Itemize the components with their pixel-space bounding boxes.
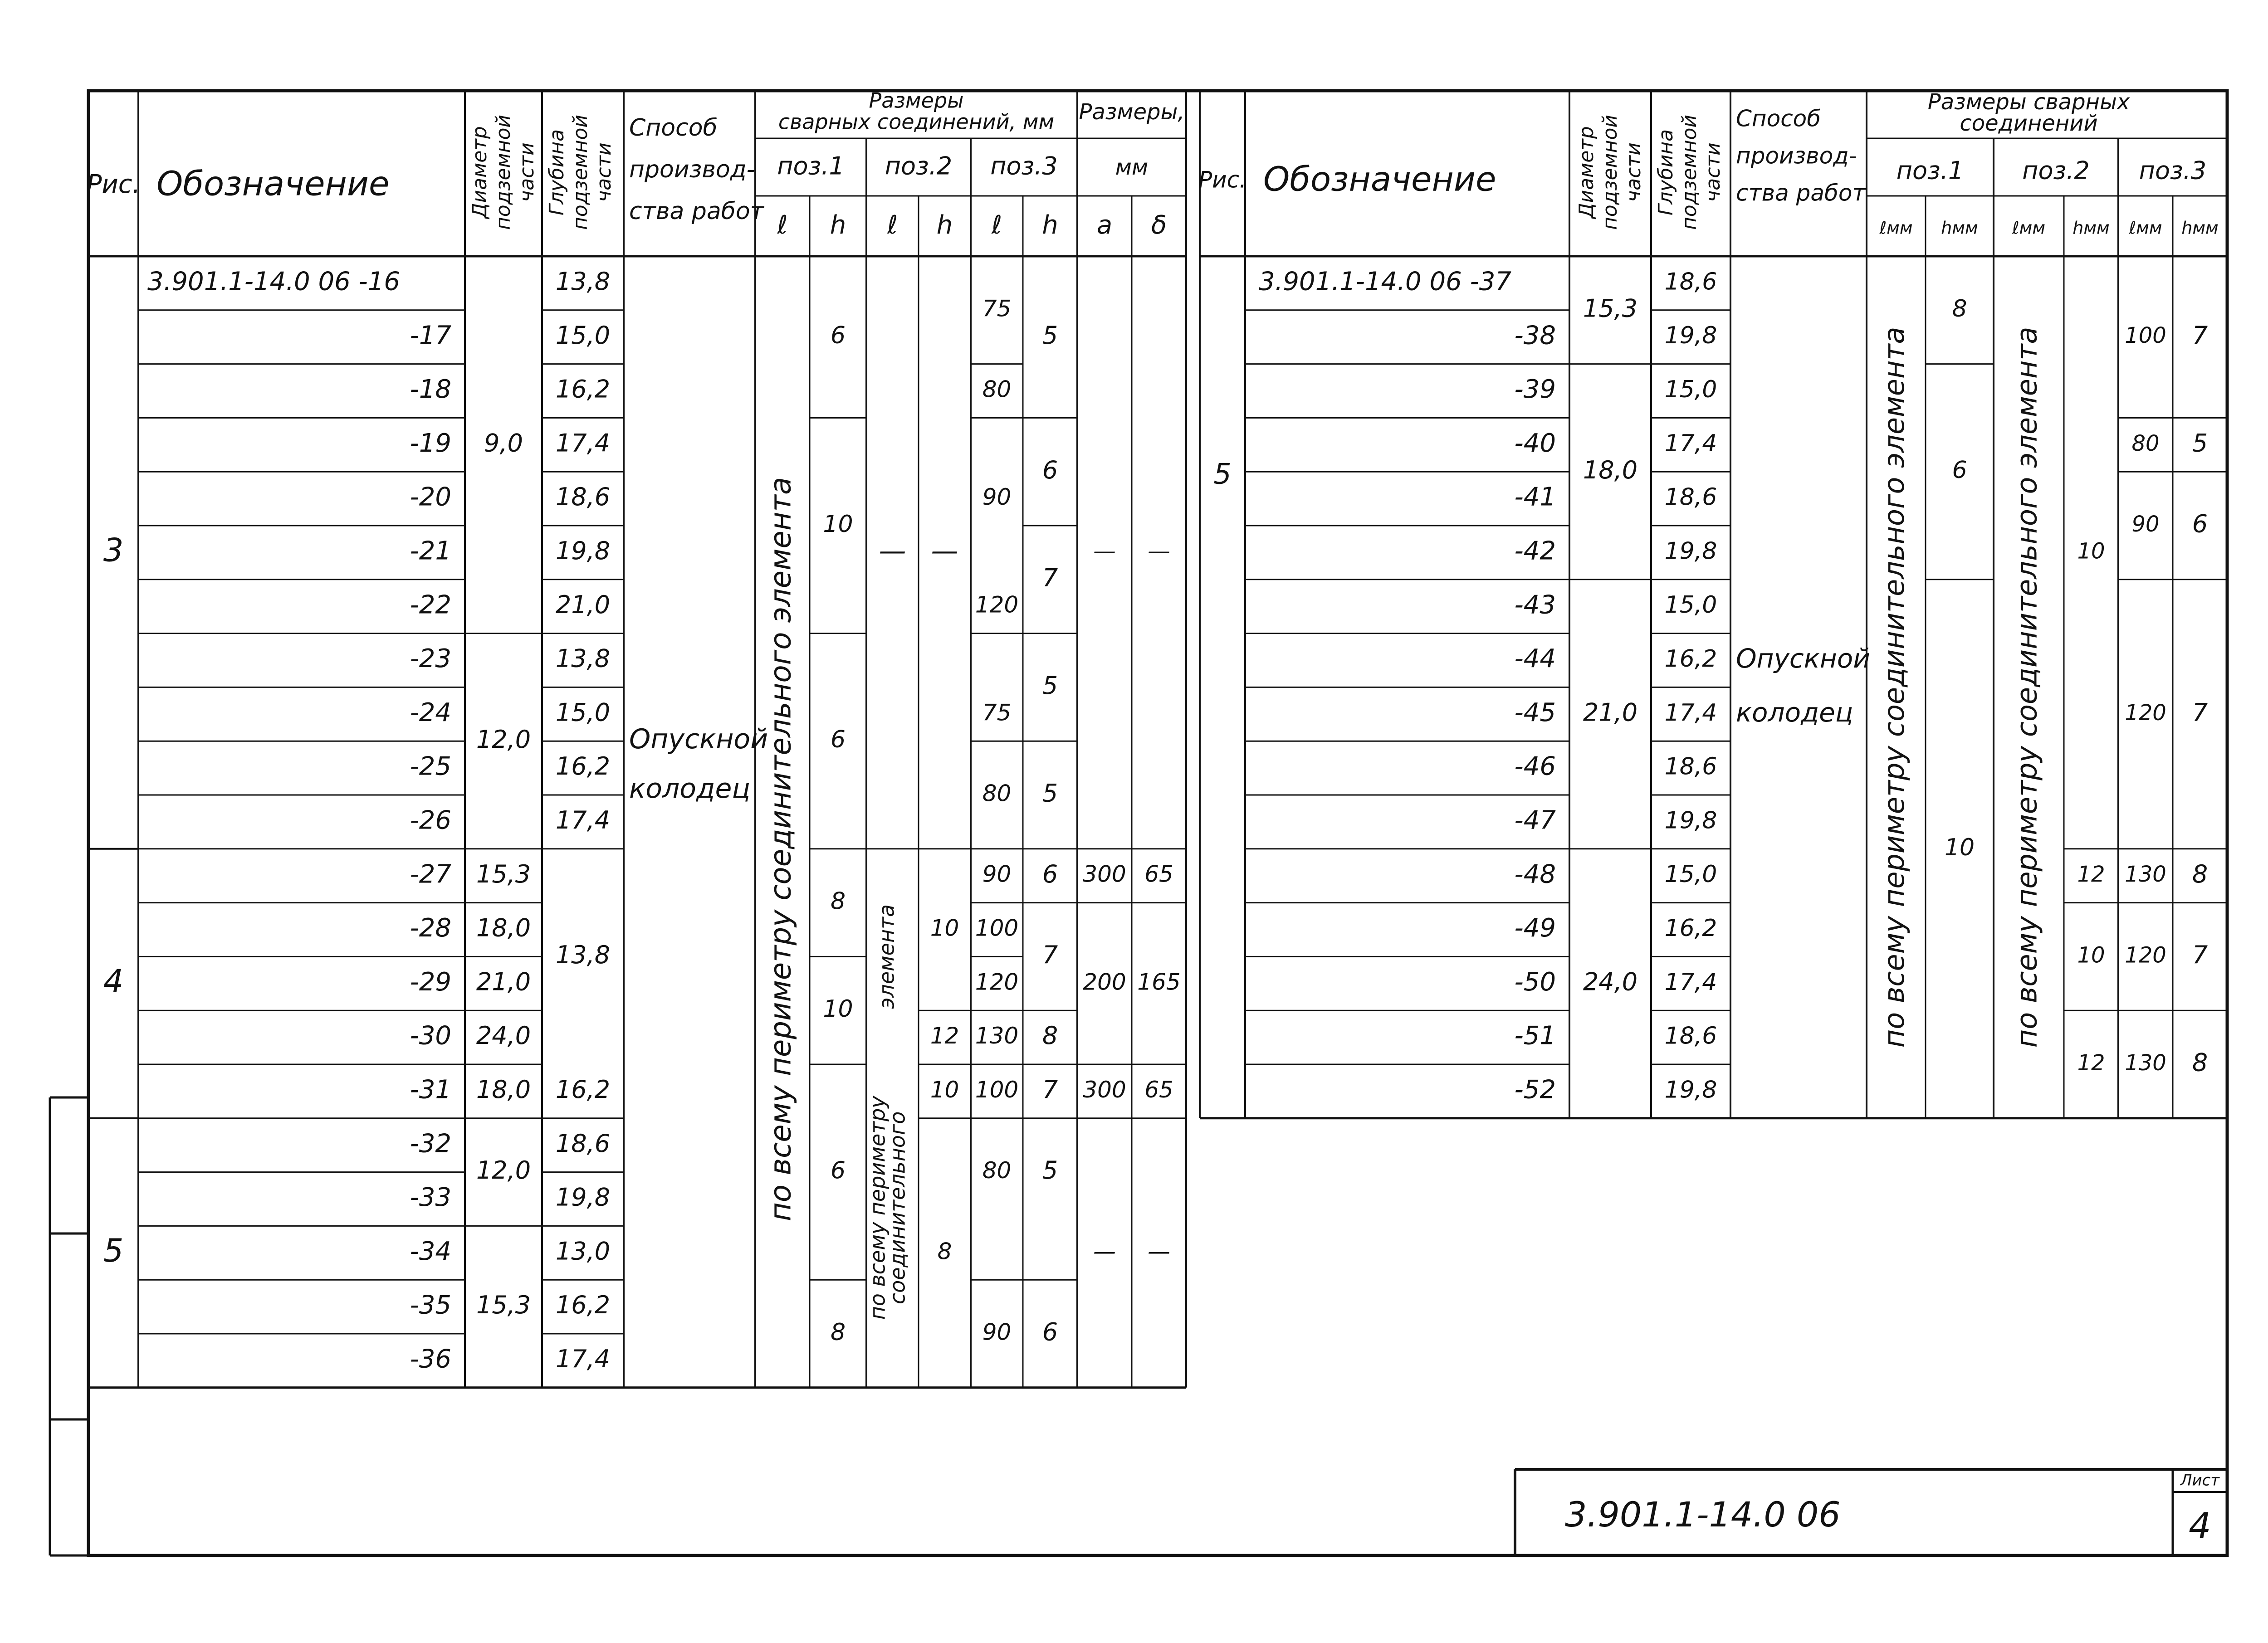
left-row-glubina: 18,6: [555, 483, 611, 512]
left-poz2-h: 8: [937, 1238, 952, 1265]
left-poz3-h: 5: [1042, 671, 1058, 700]
left-header-glubina: Глубина: [545, 129, 568, 216]
left-poz3-h: 6: [1042, 1317, 1058, 1346]
left-row-glubina: 13,8: [555, 644, 611, 673]
right-poz1-h: 6: [1952, 457, 1967, 484]
left-poz3-l: 75: [982, 295, 1012, 322]
left-row-glubina: 17,4: [555, 1345, 611, 1374]
left-row-glubina: 13,8: [555, 267, 611, 296]
left-delta-value: 65: [1144, 1076, 1173, 1103]
left-poz3-l: 80: [982, 1157, 1012, 1184]
left-header-sub: h: [830, 210, 846, 240]
right-row-glubina: 17,4: [1664, 699, 1717, 726]
right-row-code: -45: [1514, 697, 1556, 727]
right-row-code: -42: [1514, 536, 1556, 566]
right-header-sposob: производ-: [1736, 142, 1857, 169]
right-row-glubina: 19,8: [1664, 322, 1717, 350]
left-row-code: -28: [410, 913, 451, 943]
right-row-code: -51: [1514, 1021, 1556, 1051]
left-row-code: -33: [410, 1183, 451, 1213]
right-row-glubina: 18,6: [1664, 483, 1717, 511]
left-row-code: -20: [410, 482, 451, 512]
right-poz3-h: 6: [2192, 509, 2208, 538]
right-poz2-h: 12: [2077, 862, 2105, 887]
left-delta-value: —: [1148, 537, 1170, 564]
left-poz2-vertical-text: по всему периметру: [865, 1096, 890, 1320]
right-poz1-h: 8: [1952, 295, 1967, 322]
left-header-razmery: мм: [1115, 155, 1149, 180]
right-row-glubina: 18,6: [1664, 1022, 1717, 1050]
left-row-code: -36: [410, 1344, 451, 1374]
left-a-value: 200: [1083, 969, 1126, 995]
right-poz3-h: 7: [2192, 321, 2208, 350]
left-header-sub: ℓ: [887, 210, 898, 240]
right-poz3-l: 130: [2125, 1050, 2166, 1076]
left-delta-value: 165: [1137, 969, 1181, 995]
left-header-poz3: поз.3: [990, 151, 1058, 180]
left-poz3-h: 7: [1042, 563, 1058, 592]
left-delta-value: —: [1148, 1238, 1170, 1265]
right-row-glubina: 15,0: [1664, 591, 1717, 619]
left-poz3-l: 80: [982, 780, 1012, 807]
left-row-glubina: 19,8: [555, 536, 611, 566]
left-diam-value: 15,3: [476, 1291, 531, 1320]
title-block-sheet-label: Лист: [2180, 1471, 2220, 1490]
left-sposob-text: Опускной: [629, 723, 768, 756]
left-row-code: -30: [410, 1021, 451, 1051]
table-text-layer: [87, 88, 2220, 1547]
left-poz2-vertical-text: элемента: [874, 904, 899, 1009]
left-poz3-h: 8: [1042, 1021, 1058, 1050]
left-a-value: —: [1093, 1238, 1116, 1265]
left-header-sub: h: [936, 210, 953, 240]
right-row-code: -40: [1514, 428, 1556, 458]
right-diam-value: 15,3: [1583, 294, 1638, 323]
right-row-code: -47: [1514, 805, 1556, 835]
right-header-glubina: подземной: [1678, 114, 1701, 230]
right-header-sub: hмм: [2181, 218, 2219, 238]
left-poz3-h: 5: [1042, 1156, 1058, 1185]
right-poz3-l: 120: [2125, 700, 2166, 726]
right-poz3-l: 130: [2125, 862, 2166, 887]
left-poz3-l: 75: [982, 699, 1012, 726]
left-header-razmery-svarnyh: Размеры: [869, 88, 964, 113]
left-header-razmery-svarnyh: сварных соединений, мм: [778, 109, 1055, 134]
right-row-glubina: 16,2: [1664, 915, 1717, 942]
left-diam-value: 12,0: [476, 1156, 531, 1185]
left-row-code: -29: [410, 967, 451, 997]
left-diam-value: 18,0: [476, 1075, 531, 1104]
right-poz1-vertical-text: по всему периметру соединительного элемента: [1877, 327, 1911, 1048]
right-row-code: -46: [1514, 751, 1556, 781]
left-row-glubina: 18,6: [555, 1129, 611, 1158]
left-poz2-vertical-text: соединительного: [885, 1111, 910, 1305]
left-poz3-h: 5: [1042, 779, 1058, 808]
left-poz3-h: 7: [1042, 1075, 1058, 1104]
left-a-value: 300: [1083, 1076, 1126, 1103]
left-row-code: -32: [410, 1129, 451, 1159]
left-row-code: -31: [410, 1075, 451, 1105]
left-row-code: -19: [410, 428, 451, 458]
left-poz2-h: 10: [930, 915, 959, 941]
left-row-glubina: 15,0: [555, 321, 611, 350]
left-diam-value: 21,0: [476, 967, 531, 996]
right-row-code: -49: [1514, 913, 1556, 943]
left-row-glubina: 16,2: [555, 375, 611, 404]
left-header-sposob: производ-: [629, 156, 755, 183]
left-header-ris: Рис.: [86, 170, 141, 200]
left-header-oboznachenie: Обозначение: [156, 164, 390, 204]
left-poz3-l: 120: [975, 591, 1019, 618]
left-header-poz1: поз.1: [777, 151, 845, 180]
left-row-code: -22: [410, 590, 451, 620]
right-poz2-h: 10: [2077, 538, 2105, 564]
left-ris-label: 4: [103, 962, 124, 1000]
left-row-glubina: 19,8: [555, 1183, 611, 1212]
left-header-sub: ℓ: [777, 210, 788, 240]
left-poz2-h: 12: [930, 1023, 959, 1049]
right-header-diametr: подземной: [1598, 114, 1622, 230]
right-poz3-l: 90: [2131, 512, 2160, 537]
right-poz3-h: 7: [2192, 698, 2208, 727]
right-row-glubina: 15,0: [1664, 376, 1717, 403]
left-poz1-h: 8: [830, 887, 846, 915]
right-row-code: -48: [1514, 859, 1556, 889]
left-row-glubina: 17,4: [555, 806, 611, 835]
right-header-razmery-svarnyh: соединений: [1960, 111, 2098, 136]
left-a-value: —: [1093, 537, 1116, 564]
left-row-code: -24: [410, 697, 451, 727]
right-row-glubina: 17,4: [1664, 968, 1717, 996]
right-header-diametr: части: [1622, 142, 1645, 202]
left-row-glubina: 16,2: [555, 1075, 611, 1104]
left-row-code: -17: [410, 321, 451, 351]
left-poz3-h: 6: [1042, 859, 1058, 888]
left-header-sub: δ: [1151, 210, 1167, 240]
right-header-sub: ℓмм: [1879, 218, 1913, 238]
left-poz1-h: 6: [830, 726, 846, 754]
left-delta-value: 65: [1144, 861, 1173, 887]
right-row-glubina: 18,6: [1664, 753, 1717, 780]
left-header-sub: h: [1042, 210, 1058, 240]
left-poz1-h: 6: [830, 322, 846, 350]
right-diam-value: 18,0: [1583, 455, 1638, 484]
right-header-glubina: Глубина: [1654, 129, 1677, 216]
left-poz3-l: 100: [975, 915, 1019, 941]
right-header-razmery-svarnyh: Размеры сварных: [1927, 89, 2130, 115]
right-poz3-h: 7: [2192, 941, 2208, 970]
left-row-glubina: 16,2: [555, 752, 611, 781]
right-ris-label: 5: [1213, 457, 1232, 491]
right-poz3-h: 8: [2192, 1048, 2208, 1077]
right-row-code: -43: [1514, 590, 1556, 620]
right-poz2-vertical-text: по всему периметру соединительного элемента: [2010, 327, 2043, 1048]
left-ris-label: 3: [103, 531, 124, 569]
left-poz3-h: 7: [1042, 941, 1058, 970]
left-diam-value: 15,3: [476, 859, 531, 888]
left-header-diametr: Диаметр: [468, 126, 491, 219]
title-block-designation: 3.901.1-14.0 06: [1565, 1494, 1841, 1535]
left-sposob-text: колодец: [629, 772, 751, 804]
left-poz1-h: 6: [830, 1157, 846, 1185]
right-header-sposob: Способ: [1736, 105, 1821, 132]
left-a-value: 300: [1083, 861, 1126, 887]
left-header-sub: ℓ: [991, 210, 1002, 240]
left-row-code: -25: [410, 751, 451, 781]
left-poz1-vertical-text: по всему периметру соединительного элемента: [764, 477, 798, 1221]
left-header-poz2: поз.2: [885, 151, 953, 180]
left-header-glubina: подземной: [569, 114, 592, 230]
left-diam-value: 12,0: [476, 725, 531, 754]
left-row-glubina: 16,2: [555, 1291, 611, 1320]
right-header-poz2: поз.2: [2022, 156, 2090, 185]
left-diam-value: 18,0: [476, 913, 531, 942]
left-poz3-l: 90: [982, 861, 1012, 887]
right-header-glubina: части: [1701, 142, 1725, 202]
left-glub-merged: 13,8: [555, 941, 611, 970]
left-row-code: -34: [410, 1236, 451, 1266]
left-poz3-l: 120: [975, 969, 1019, 995]
left-header-diametr: подземной: [492, 114, 515, 230]
right-header-oboznachenie: Обозначение: [1263, 160, 1496, 199]
left-row-glubina: 13,0: [555, 1237, 611, 1266]
right-poz2-h: 10: [2077, 942, 2105, 968]
left-row-code: -23: [410, 644, 451, 674]
left-ris-label: 5: [103, 1232, 124, 1269]
left-header-sub: a: [1096, 210, 1113, 240]
right-sposob-text: колодец: [1736, 697, 1853, 728]
left-poz3-h: 5: [1042, 321, 1058, 350]
left-poz1-h: 10: [823, 511, 853, 538]
right-poz1-h: 10: [1944, 834, 1975, 861]
right-row-glubina: 19,8: [1664, 807, 1717, 834]
left-diam-value: 9,0: [484, 429, 523, 458]
left-poz3-l: 90: [982, 484, 1012, 511]
right-row-code: -44: [1514, 644, 1556, 674]
right-header-sub: hмм: [2072, 218, 2110, 238]
right-row-code: -39: [1514, 375, 1556, 405]
left-poz3-l: 80: [982, 376, 1012, 403]
right-poz2-h: 12: [2077, 1050, 2105, 1076]
right-row-glubina: 19,8: [1664, 1076, 1717, 1104]
right-row-glubina: 15,0: [1664, 861, 1717, 888]
left-poz2-dash: —: [879, 535, 906, 567]
left-poz2-dash: —: [931, 535, 958, 567]
right-row-glubina: 19,8: [1664, 537, 1717, 565]
right-header-sub: hмм: [1941, 218, 1978, 238]
left-diam-value: 24,0: [476, 1021, 531, 1050]
left-row-glubina: 17,4: [555, 429, 611, 458]
right-row-glubina: 18,6: [1664, 268, 1717, 296]
right-row-code: -50: [1514, 967, 1556, 997]
left-poz3-l: 130: [975, 1023, 1019, 1049]
right-row-code: 3.901.1-14.0 06 -37: [1259, 267, 1511, 297]
left-row-code: -35: [410, 1290, 451, 1320]
right-poz3-h: 5: [2192, 429, 2208, 458]
right-header-poz3: поз.3: [2139, 156, 2207, 185]
left-row-code: -26: [410, 805, 451, 835]
right-diam-value: 21,0: [1583, 698, 1638, 727]
left-row-code: -18: [410, 375, 451, 405]
left-poz1-h: 8: [830, 1319, 846, 1346]
right-row-code: -38: [1514, 321, 1556, 351]
right-poz3-l: 120: [2125, 942, 2166, 968]
right-poz3-l: 80: [2131, 430, 2160, 456]
right-diam-value: 24,0: [1583, 967, 1638, 996]
right-row-code: -52: [1514, 1075, 1556, 1105]
left-header-glubina: части: [592, 142, 616, 202]
right-header-diametr: Диаметр: [1575, 126, 1598, 219]
left-header-sposob: Способ: [629, 114, 718, 141]
left-poz3-l: 90: [982, 1319, 1012, 1346]
right-row-glubina: 16,2: [1664, 645, 1717, 673]
right-header-sposob: ства работ: [1736, 180, 1866, 206]
left-header-razmery: Размеры,: [1079, 99, 1185, 125]
right-header-ris: Рис.: [1198, 166, 1247, 193]
title-block-sheet-number: 4: [2189, 1506, 2211, 1547]
left-poz1-h: 10: [823, 995, 853, 1023]
right-poz3-l: 100: [2125, 323, 2166, 349]
left-row-glubina: 21,0: [555, 590, 611, 619]
left-row-glubina: 15,0: [555, 698, 611, 727]
right-row-code: -41: [1514, 482, 1556, 512]
right-header-sub: ℓмм: [2129, 218, 2162, 238]
left-poz2-h: 10: [930, 1076, 959, 1103]
left-row-code: 3.901.1-14.0 06 -16: [147, 267, 400, 297]
left-row-code: -27: [410, 859, 451, 889]
right-header-sub: ℓмм: [2012, 218, 2046, 238]
right-sposob-text: Опускной: [1736, 643, 1870, 674]
left-poz3-h: 6: [1042, 455, 1058, 484]
right-row-glubina: 17,4: [1664, 429, 1717, 457]
right-header-poz1: поз.1: [1896, 156, 1964, 185]
left-header-sposob: ства работ: [629, 198, 764, 225]
right-poz3-h: 8: [2192, 859, 2208, 888]
left-header-diametr: части: [515, 142, 538, 202]
left-row-code: -21: [410, 536, 451, 566]
left-poz3-l: 100: [975, 1076, 1019, 1103]
